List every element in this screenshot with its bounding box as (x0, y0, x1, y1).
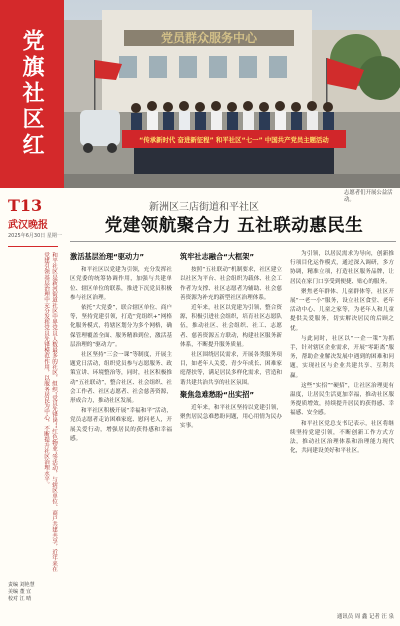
photo-caption: 志愿者们开展公益活动。 (344, 190, 393, 203)
page-number: T13 (8, 196, 43, 215)
article-column-1 (70, 250, 172, 616)
subheadline: 新洲区三店街道和平社区 (149, 202, 259, 213)
article-paragraph: 社区坚持“三会一课”等制度，开展主题党日活动，组织党员参与志愿服务、政策宣讲、环境整治等，同时，社区积极推动“五社联动”，整合社区、社会组织、社会工作者、社区志愿者、社会慈善资源，形成合力，推动社区发展。 (70, 352, 172, 405)
byline: 通讯员 周 鑫 记者 汪 泉 (336, 614, 394, 620)
divider (8, 246, 58, 247)
publication-date: 2025年6月30日 星期一 (8, 233, 62, 239)
article-paragraph: 社区围绕居民需求，开展各类服务项目，如老年人关爱、青少年成长、困难家庭帮扶等，满足居民多样化需求，营造和谐共建共治共享的社区氛围。 (180, 352, 282, 386)
editor-credit: 校对 江 晴 (8, 596, 32, 602)
photo-banner: “传承新时代 奋进新征程” 和平社区“七一” 中国共产党员主题活动 (139, 136, 329, 144)
article-paragraph: 近年来，和平社区坚持以党建引领，聚焦居民急难愁盼问题，用心用情为民办实事。 (180, 405, 282, 430)
editor-credit: 责编 刘艳慧 (8, 582, 35, 588)
editor-credits (8, 582, 62, 603)
paper-name: 武汉晚报 (8, 220, 48, 231)
article-paragraph: 和平社区积极开展“幸福和平”活动，党员志愿者走访困难家庭、慰问老人，开展关爱行动，增强居民的获得感和幸福感。 (70, 408, 172, 442)
left-column (0, 0, 64, 626)
building-sign: 党员群众服务中心 (160, 31, 258, 45)
article-paragraph: 和平社区以党建为引领，充分发挥社区党委的统筹协调作用，加强与共建单位、辖区单位的联系，推进下沉党员积极参与社区治理。 (70, 267, 172, 301)
article-paragraph: 为引领，以居民需求为导向，创新推行项目化运作模式，通过深入调研，多方协调，精准立项，打造社区服务品牌，让居民在家门口享受到便捷、贴心的服务。 (290, 251, 394, 285)
section-subheading: 激活基层治理“驱动力” (70, 252, 145, 261)
article-paragraph: 聚焦老年群体、儿童群体等，社区开展“一老一小”服务，设立社区食堂、老年活动中心、儿童之家等，为老年人和儿童提供关爱服务，切实解决居民的后顾之忧。 (290, 288, 394, 332)
article-column-2 (180, 250, 282, 616)
column-intro: 和平社区是新河街道社区中界党员人数最多的社区，组织“党员先锋岗”“红色物业”等活动，与辖区单位、商户共建共享，近年来在党建引领基层治理中充分发挥党员先锋模范作用，以服务居民为中心，不断提升社区治理水平。 (43, 252, 57, 572)
group-photo (64, 0, 400, 188)
article-paragraph: 按照“五社联动”机制要求，社区建立以社区为平台、社会组织为载体、社会工作者为支撑、社区志愿者为辅助、社会慈善资源为补充的新型社区治理体系。 (180, 267, 282, 301)
editor-credit: 美编 董 宜 (8, 589, 32, 595)
article-paragraph: 这些“实招”“硬招”，让社区治理更有温度，让居民生活更加幸福，推动社区服务提质增效，持续提升居民的获得感、幸福感、安全感。 (290, 382, 394, 417)
article-paragraph: 和平社区党总支书记表示，社区将继续坚持党建引领，不断创新工作方式方法，推动社区治理体系和治理能力现代化，共同建设美好和平社区。 (290, 420, 394, 455)
article-column-3 (290, 250, 394, 616)
article-paragraph: 与此同时，社区以“一企一策”为抓手，针对辖区企业需求，开展“零距离”服务，帮助企业解决发展中遇到的困难和问题，实现社区与企业共建共享、互利共赢。 (290, 335, 394, 379)
section-subheading: 聚焦急难愁盼“出实招” (180, 389, 255, 399)
headline: 党建领航聚合力 五社联动惠民生 (104, 216, 364, 236)
headline-rule (70, 241, 396, 242)
section-title: 党旗社区红 (19, 29, 45, 159)
section-banner (0, 0, 64, 188)
article-paragraph: 近年来，社区以党建为引领，整合资源，积极引进社会组织，培育社区志愿队伍，推动社区、社会组织、社工、志愿者、慈善资源五方联动，构建社区服务新体系，不断提升服务质量。 (180, 305, 282, 348)
section-subheading: 筑牢社志融合“大框架” (180, 252, 255, 261)
article-paragraph: 依托“大党委”，联合辖区单位、商户等，坚持党建引领，打造“党组织+”网格化服务模式，将辖区划分为多个网格，确保管理覆盖全面、服务精准到位，激活基层治理的“驱动力”。 (70, 305, 172, 348)
